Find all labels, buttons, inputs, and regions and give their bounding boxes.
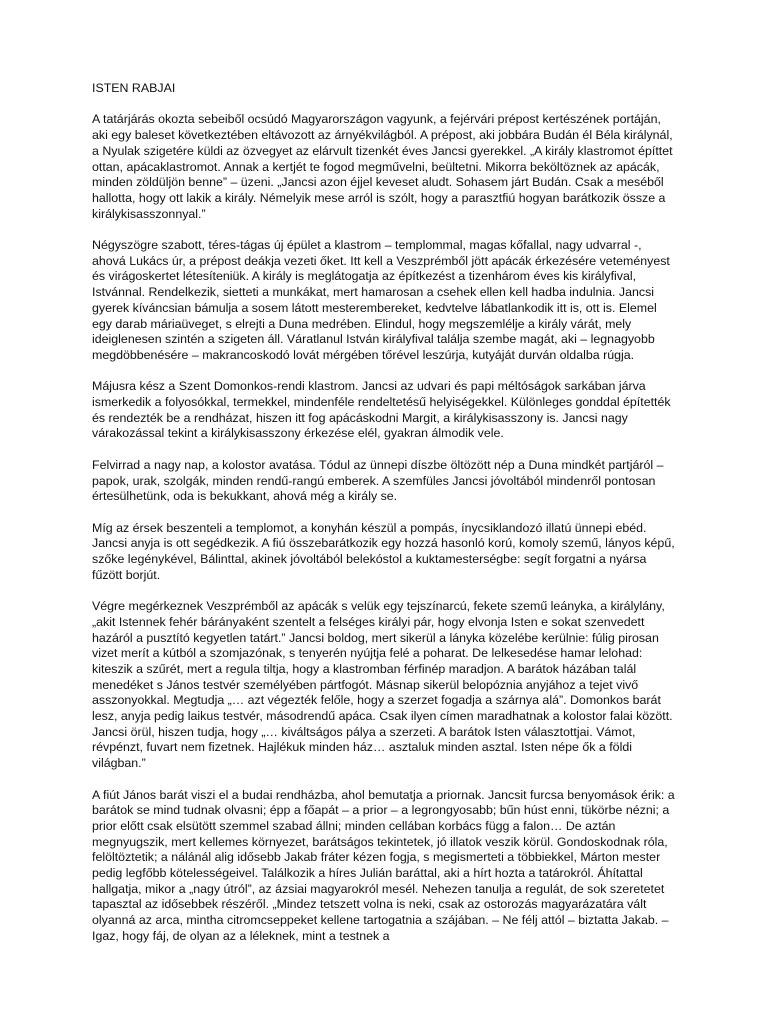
paragraph-6: Végre megérkeznek Veszprémből az apácák s velük egy tejszínarcú, fekete szemű leányka, a királylány, „akit Istennek fehér bárányaként szentelt a felséges királyi pár, hogy elvonja Isten e sokat szenvedett hazáról a pusztító kegyetlen tatárt.” Jancsi boldog, mert sikerül a lányka közelébe kerülnie: fúlig pirosan vizet merít a kútból a szomjazónak, s tenyerén nyújtja felé a poharat. De lelkesedése hamar lelohad: kiteszik a szűrét, mert a regula tiltja, hogy a klastromban férfinép maradjon. A barátok házában talál menedéket s János testvér személyében pártfogót. Másnap sikerül belopóznia anyjához a tejet vivő asszonyokkal. Megtudja „… azt végezték felőle, hogy a szerzet fogadja a szárnya alá”. Domonkos barát lesz, anyja pedig laikus testvér, másodrendű apáca. Csak ilyen címen maradhatnak a kolostor falai között. Jancsi örül, hiszen tudja, hogy „… kiváltságos pálya a szerzeti. A barátok Isten választottjai. Vámot, révpénzt, fuvart nem fizetnek. Hajlékuk minden ház… asztaluk minden asztal. Isten népe ők a földi világban.” <box>92 599 673 771</box>
document-page <box>92 81 677 945</box>
paragraph-3: Májusra kész a Szent Domonkos-rendi klastrom. Jancsi az udvari és papi méltóságok sarkában járva ismerkedik a folyosókkal, termekkel, mindenféle rendeltetésű helyiségekkel. Különleges gonddal építették és rendezték be a rendházat, hiszen itt fog apácáskodni Margit, a királykisasszony is. Jancsi nagy várakozással tekint a királykisasszony érkezése elél, gyakran álmodik vele. <box>92 379 671 441</box>
paragraph-5: Míg az érsek beszenteli a templomot, a konyhán készül a pompás, ínycsiklandozó illatú ünnepi ebéd. Jancsi anyja is ott segédkezik. A fiú összebarátkozik egy hozzá hasonló korú, komoly szemű, lányos képű, szőke legénykével, Bálinttal, akinek jóvoltából belekóstol a kuktamesterségbe: segít forgatni a nyársa fűzött borjút. <box>92 520 675 582</box>
paragraph-1: A tatárjárás okozta sebeiből ocsúdó Magyarországon vagyunk, a fejérvári prépost kertészének portáján, aki egy baleset következtében eltávozott az árnyékvilágból. A prépost, aki jobbára Budán él Béla királynál, a Nyulak szigetére küldi az özvegyet az elárvult tizenkét éves Jancsi gyerekkel. „A király klastromot építtet ottan, apácaklastromot. Annak a kertjét te fogod megművelni, beültetni. Mikorra beköltöznek az apácák, minden zöldüljön benne” – üzeni. „Jancsi azon éjjel keveset aludt. Sohasem járt Budán. Csak a meséből hallotta, hogy ott lakik a király. Némelyik mese arról is szólt, hogy a parasztfiú hogyan barátkozik össze a királykisasszonnyal.” <box>92 112 673 221</box>
paragraph-4: Felvirrad a nagy nap, a kolostor avatása. Tódul az ünnepi díszbe öltözött nép a Duna mindkét partjáról – papok, urak, szolgák, minden rendű-rangú emberek. A szemfüles Jancsi jóvoltából mindenről pontosan értesülhetünk, oda is bekukkant, ahová még a király se. <box>92 457 664 504</box>
paragraph-7: A fiút János barát viszi el a budai rendházba, ahol bemutatja a priornak. Jancsit furcsa benyomások érik: a barátok se mind tudnak olvasni; épp a főapát – a prior – a legrongyosabb; bűn húst enni, tükörbe nézni; a prior előtt csak elsütött szemmel szabad állni; minden cellában korbács függ a falon… De aztán megnyugszik, mert kellemes környezet, barátságos tekintetek, jó illatok veszik körül. Gondoskodnak róla, felöltöztetik; a nálánál alig idősebb Jakab fráter kézen fogja, s megismerteti a többiekkel, Márton mester pedig legfőbb kötelességeivel. Találkozik a híres Julián baráttal, aki a hírt hozta a tatárokról. Áhítattal hallgatja, mikor a „nagy útról”, az ázsiai magyarokról mesél. Nehezen tanulja a regulát, de sok szeretetet tapasztal az idősebbek részéről. „Mindez tetszett volna is neki, csak az ostorozás magyarázatára vált olyanná az arca, mintha citromcseppeket kellene tartogatnia a szájában. – Ne félj attól – biztatta Jakab. – Igaz, hogy fáj, de olyan az a léleknek, mint a testnek a <box>92 787 675 943</box>
document-title: ISTEN RABJAI <box>92 81 176 95</box>
paragraph-2: Négyszögre szabott, téres-tágas új épület a klastrom – templommal, magas kőfallal, nagy udvarral -, ahová Lukács úr, a prépost deákja vezeti őket. Itt kell a Veszprémből jött apácák érkezésére veteményest és virágoskertet létesíteniük. A király is meglátogatja az építkezést a tizenhárom éves kis királyfival, Istvánnal. Rendelkezik, sietteti a munkákat, mert hamarosan a csehek ellen kell hadba indulnia. Jancsi gyerek kíváncsian bámulja a sosem látott mesterembereket, kedvtelve lábatlankodik itt is, ott is. Elemel egy darab máriaüveget, s elrejti a Duna medrében. Elindul, hogy megszemlélje a király várát, mely ideiglenesen szintén a szigeten áll. Váratlanul István királyfival találja szembe magát, aki – legnagyobb megdöbbenésére – makrancoskodó lovát mérgében tőrével leszúrja, kutyáját durván oldalba rúgja. <box>92 238 670 362</box>
